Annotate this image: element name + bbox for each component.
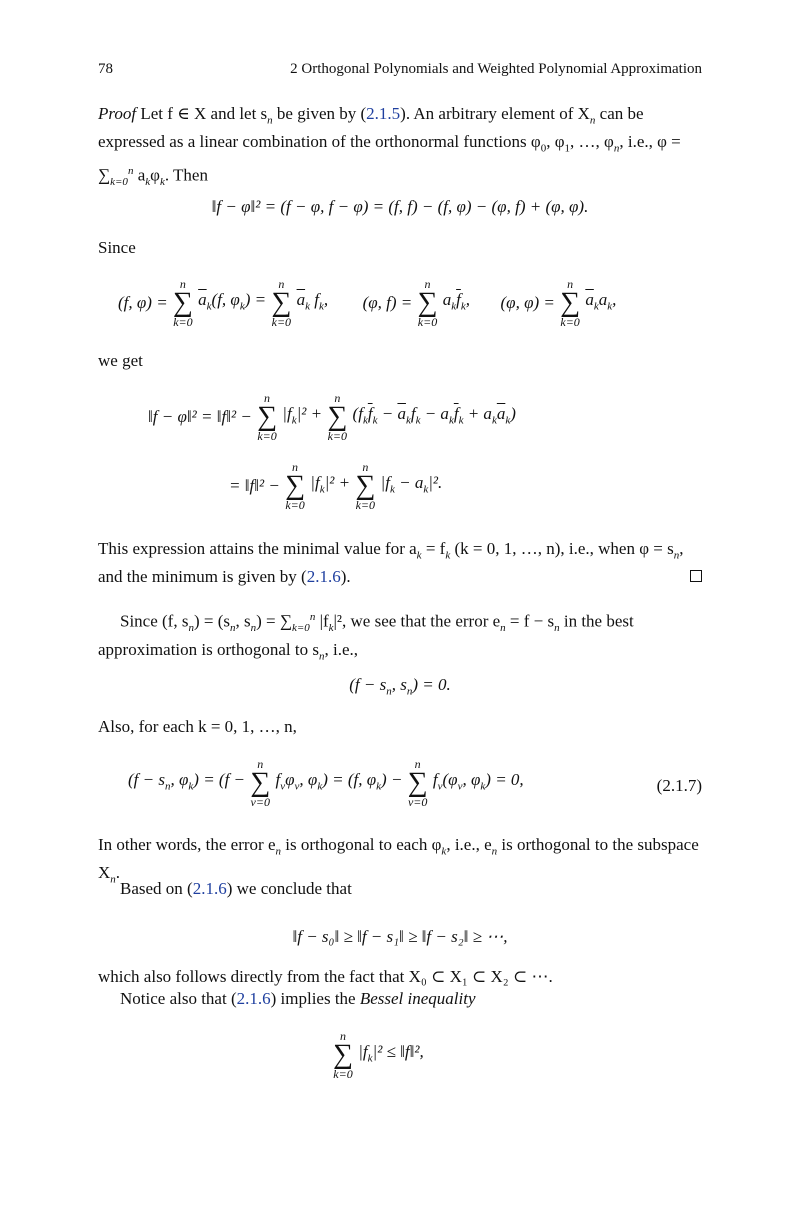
- subspace-paragraph: In other words, the error $e_n$ is orthogonal to each $\varphi_k$, i.e., $e_n$ is orthogonal to the subspace $X_n$.: [98, 835, 699, 886]
- since-label: Since: [98, 238, 136, 257]
- running-title: 2 Orthogonal Polynomials and Weighted Polynomial Approximation: [290, 61, 702, 77]
- bessel-term: Bessel inequality: [359, 989, 476, 1008]
- equation-error-expansion-line2: = ‖f‖² − n ∑ k=0 $|f_k|^2$ + n ∑ k=0 $|f_k - a_k|^2$.: [229, 460, 443, 512]
- ref-2-1-5[interactable]: 2.1.5: [366, 104, 401, 123]
- ref-2-1-6[interactable]: 2.1.6: [306, 567, 341, 587]
- equation-number: (2.1.7): [656, 776, 702, 795]
- ref-2-1-6[interactable]: 2.1.6: [192, 879, 227, 898]
- running-header: [98, 61, 702, 83]
- conclusion-paragraph: Based on (2.1.6) we conclude that: [120, 879, 352, 898]
- equation-inner-products: (f, φ) = n ∑ k=0 $\overline{a}_k(f$, $\varphi_k$) = n ∑ k=0 $\overline{a}_k$ $f_k$, (φ, f) = n ∑ k=0 $a_k\overline{f}_k$, (φ, φ) = n ∑ k=0 $\overline{a}_ka_k$,: [118, 277, 617, 329]
- equation-monotone-errors: ‖f − s₀‖ ≥ ‖f − s₁‖ ≥ ‖f − s₂‖ ≥ ⋯,: [292, 927, 508, 946]
- qed-square-icon: [690, 570, 702, 582]
- bessel-paragraph: Notice also that (2.1.6) implies the Bessel inequality: [120, 989, 476, 1008]
- nested-subspaces-paragraph: which also follows directly from the fact that X₀ ⊂ X₁ ⊂ X₂ ⊂ ⋯.: [98, 967, 553, 986]
- proof-label: Proof: [98, 104, 137, 123]
- ref-2-1-6[interactable]: 2.1.6: [236, 989, 271, 1008]
- proof-paragraph: Proof Let f ∈ X and let $s_n$ be given by (2.1.5). An arbitrary element of $X_n$ can be expressed as a linear combination of the orthonormal functions $\varphi_0$, $\varphi_1$, …, $\varphi_n$, i.e., $\varphi = \sum_{k=0}^n$ $a_k\varphi_k$. Then: [98, 104, 681, 188]
- orthogonality-paragraph: Since (f, $s_n) = (s_n$, $s_n) = \sum_{k=0}^n$ $|f_k|^2$, we see that the error $e_n = f - s_n$ in the best approximation is orthogonal to $s_n$, i.e.,: [98, 611, 634, 663]
- also-paragraph: Also, for each k = 0, 1, …, n,: [98, 717, 297, 736]
- equation-2-1-7: ($f - s_n$, $\varphi_k) = (f$ − n ∑ ν=0 $f_\nu\varphi_\nu$, $\varphi_k) = (f$, $\varphi_k$) − n ∑ ν=0 $f_\nu(\varphi_\nu$, $\varphi_k) = 0$, (2.1.7): [128, 757, 702, 809]
- equation-norm-expansion: ‖f − φ‖² = (f − φ, f − φ) = (f, f) − (f, φ) − (φ, f) + (φ, φ).: [211, 197, 589, 216]
- we-get-label: we get: [98, 351, 143, 370]
- equation-error-expansion-line1: ‖f − φ‖² = ‖f‖² − n ∑ k=0 $|f_k|^2$ + n ∑ k=0 $(f_k\overline{f}_k - \overline{a}_kf_k - a_k\overline{f}_k + a_k\overline{a}_k)$: [148, 391, 516, 443]
- sum-symbol: n ∑ k=0: [172, 277, 193, 329]
- minimum-paragraph: This expression attains the minimal value for $a_k = f_k$ (k = 0, 1, …, n), i.e., when $\varphi = s_n$, and the minimum is given by (2.1.6).: [98, 538, 702, 582]
- page-number: 78: [98, 61, 113, 77]
- equation-error-orthogonal: ($f - s_n$, $s_n) = 0$.: [349, 675, 451, 698]
- equation-bessel-inequality: n ∑ k=0 $|f_k|^2$ ≤ ‖f‖²,: [333, 1029, 424, 1081]
